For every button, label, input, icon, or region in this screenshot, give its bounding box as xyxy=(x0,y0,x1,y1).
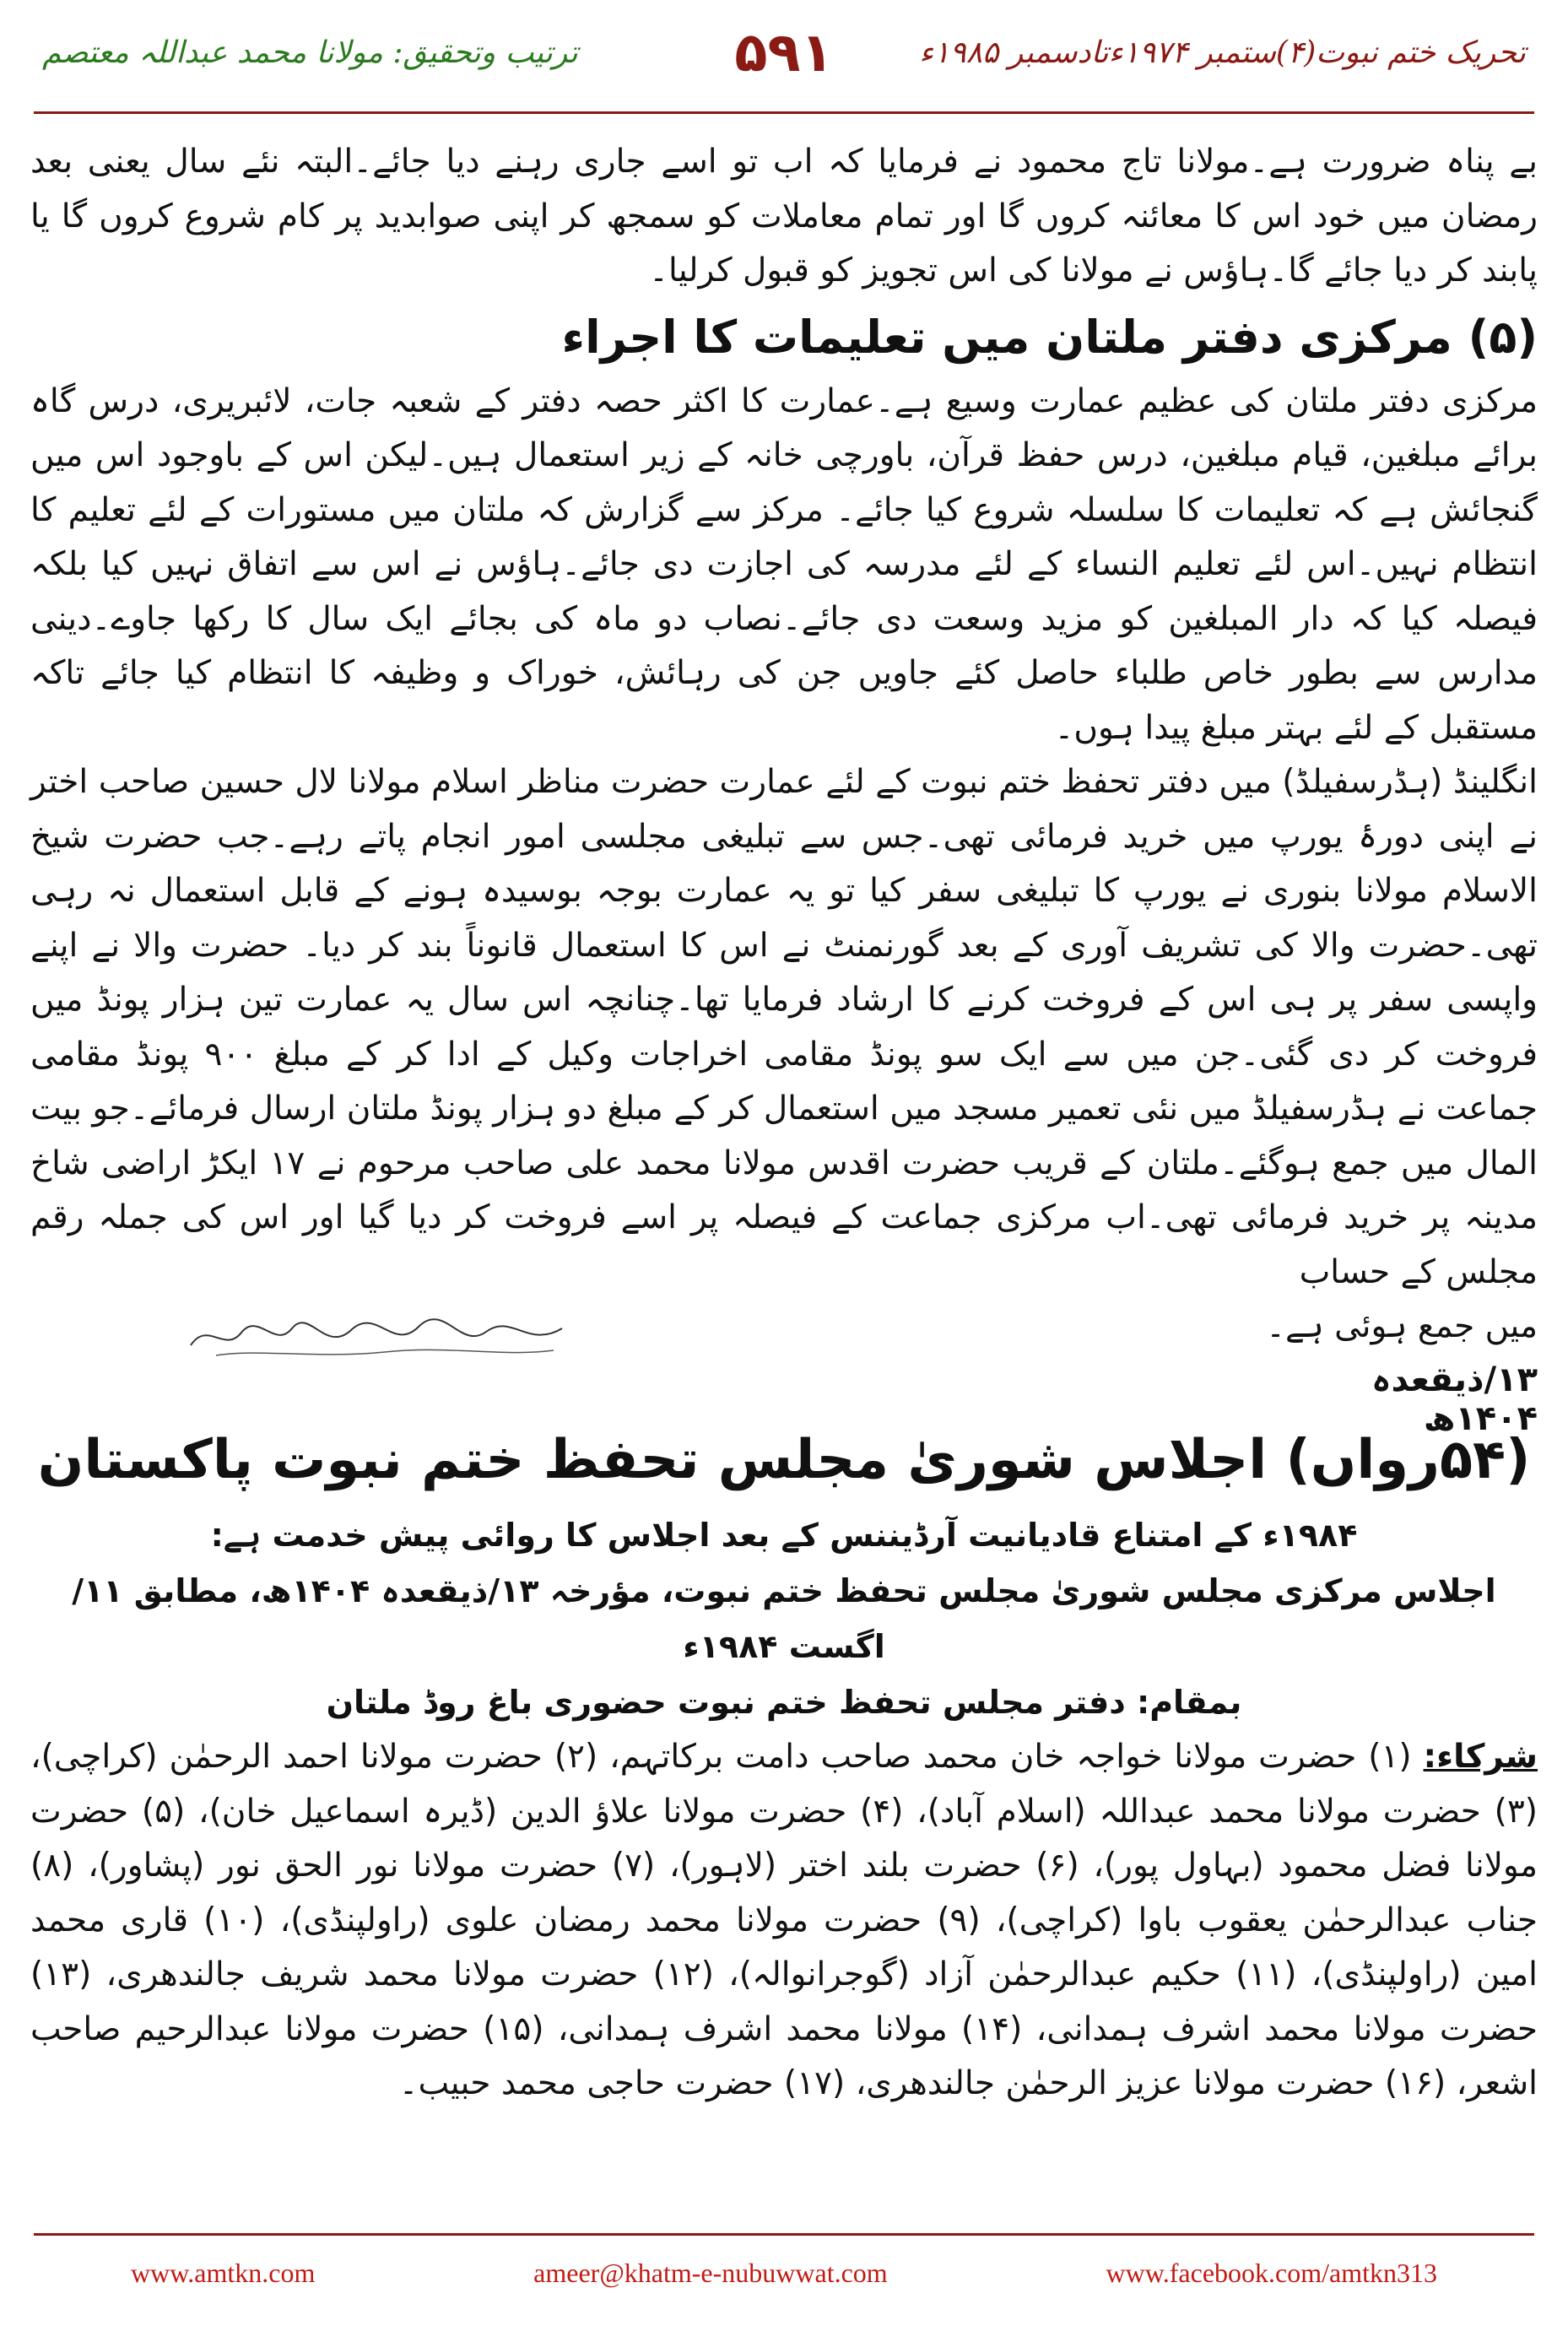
page-number: ۵۹۱ xyxy=(734,22,834,84)
email-link[interactable]: ameer@khatm-e-nubuwwat.com xyxy=(533,2258,888,2288)
header-book-title: تحریک ختم نبوت(۴)ستمبر ۱۹۷۴ءتادسمبر ۱۹۸۵ء xyxy=(919,35,1526,70)
page-footer xyxy=(34,2233,1534,2320)
header-compiler: ترتیب وتحقیق: مولانا محمد عبداللہ معتصم xyxy=(42,35,578,70)
paragraph-ending: میں جمع ہوئی ہے۔ xyxy=(1266,1307,1538,1345)
signature-image xyxy=(182,1312,570,1362)
section-paragraph-2: انگلینڈ (ہڈرسفیلڈ) میں دفتر تحفظ ختم نبوت کے لئے عمارت حضرت مناظر اسلام مولانا لال حسین صاحب اختر نے اپنی دورۂ یورپ میں خرید فرمائی تھی۔جس سے تبلیغی مجلسی امور انجام پاتے رہے۔جب حضرت شیخ الاسلام مولانا بنوری نے یورپ کا تبلیغی سفر کیا تو یہ عمارت بوجہ بوسیدہ ہونے کے قابل استعمال نہ رہی تھی۔حضرت والا کی تشریف آوری کے بعد گورنمنٹ نے اس کا استعمال قانوناً بند کر دیا۔ حضرت والا نے اپنے واپسی سفر پر ہی اس کے فروخت کرنے کا ارشاد فرمایا تھا۔چنانچہ اس سال یہ عمارت تین ہزار پونڈ میں فروخت کر دی گئی۔جن میں سے ایک سو پونڈ مقامی اخراجات وکیل کے ادا کر کے مبلغ ۹۰۰ پونڈ مقامی جماعت نے ہڈرسفیلڈ میں نئی تعمیر مسجد میں استعمال کر کے مبلغ دو ہزار پونڈ ملتان ارسال فرمائے۔جو بیت المال میں جمع ہوگئے۔ملتان کے قریب حضرت اقدس مولانا محمد علی صاحب مرحوم نے ۱۷ ایکڑ اراضی شاخ مدینہ پر خرید فرمائی تھی۔اب مرکزی جماعت کے فیصلہ پر اسے فروخت کر دیا گیا اور اس کی جملہ رقم مجلس کے حساب xyxy=(30,763,1538,1291)
section-paragraph-1: مرکزی دفتر ملتان کی عظیم عمارت وسیع ہے۔عمارت کا اکثر حصہ دفتر کے شعبہ جات، لائبریری، درس گاہ برائے مبلغین، قیام مبلغین، درس حفظ قرآن، باورچی خانہ کے زیر استعمال ہیں۔لیکن اس کے باوجود اس میں گنجائش ہے کہ تعلیمات کا سلسلہ شروع کیا جائے۔ مرکز سے گزارش کہ ملتان میں مستورات کے لئے تعلیم کا انتظام نہیں۔اس لئے تعلیم النساء کے لئے مدرسہ کی اجازت دی جائے۔ہاؤس نے اس سے اتفاق نہیں کیا بلکہ فیصلہ کیا کہ دار المبلغین کو مزید وسعت دی جائے۔نصاب دو ماہ کی بجائے ایک سال کا رکھا جاوے۔دینی مدارس سے بطور خاص طلباء حاصل کئے جاویں جن کی رہائش، خوراک و وظیفہ کا انتظام کیا جائے تاکہ مستقبل کے لئے بہتر مبلغ پیدا ہوں۔ xyxy=(30,381,1538,747)
page-header xyxy=(34,19,1534,114)
section-heading: (۵) مرکزی دفتر ملتان میں تعلیمات کا اجراء xyxy=(561,310,1538,364)
participants-label: شرکاء: xyxy=(1423,1738,1538,1776)
meeting-heading: (۵۴رواں) اجلاس شوریٰ مجلس تحفظ ختم نبوت پاکستان xyxy=(37,1429,1531,1491)
website-link[interactable]: www.amtkn.com xyxy=(131,2258,316,2288)
meeting-venue-line: بمقام: دفتر مجلس تحفظ ختم نبوت حضوری باغ روڈ ملتان xyxy=(326,1684,1242,1721)
participants-paragraph xyxy=(30,1730,1538,2112)
date-line xyxy=(1296,1360,1538,1438)
facebook-link[interactable]: www.facebook.com/amtkn313 xyxy=(1106,2258,1437,2288)
page-content xyxy=(30,135,1538,2199)
intro-paragraph: بے پناہ ضرورت ہے۔مولانا تاج محمود نے فرمایا کہ اب تو اسے جاری رہنے دیا جائے۔البتہ نئے سال یعنی بعد رمضان میں خود اس کا معائنہ کروں گا اور تمام معاملات کو سمجھ کر اپنی صوابدید پر کام شروع کروں گا یا پابند کر دیا جائے گا۔ہاؤس نے مولانا کی اس تجویز کو قبول کرلیا۔ xyxy=(30,143,1538,289)
signature-block xyxy=(30,1300,1538,1438)
meeting-intro-line: ۱۹۸۴ء کے امتناع قادیانیت آرڈیننس کے بعد اجلاس کا روائی پیش خدمت ہے: xyxy=(210,1517,1358,1554)
participants-list: (۱) حضرت مولانا خواجہ خان محمد صاحب دامت برکاتہم، (۲) حضرت مولانا احمد الرحمٰن (کراچی)، (۳) حضرت مولانا محمد عبداللہ (اسلام آباد)، (۴) حضرت مولانا علاؤ الدین (ڈیرہ اسماعیل خان)، (۵) حضرت مولانا فضل محمود (بہاول پور)، (۶) حضرت بلند اختر (لاہور)، (۷) حضرت مولانا نور الحق نور (پشاور)، (۸) جناب عبدالرحمٰن یعقوب باوا (کراچی)، (۹) حضرت مولانا محمد رمضان علوی (راولپنڈی)، (۱۰) قاری محمد امین (راولپنڈی)، (۱۱) حکیم عبدالرحمٰن آزاد (گوجرانوالہ)، (۱۲) حضرت مولانا محمد شریف جالندھری، (۱۳) حضرت مولانا محمد اشرف ہمدانی، (۱۴) مولانا محمد اشرف ہمدانی، (۱۵) حضرت مولانا عبدالرحیم صاحب اشعر، (۱۶) حضرت مولانا عزیز الرحمٰن جالندھری، (۱۷) حضرت حاجی محمد حبیب۔ xyxy=(30,1738,1538,2102)
meeting-date-line: اجلاس مرکزی مجلس شوریٰ مجلس تحفظ ختم نبوت، مؤرخہ ۱۳/ذیقعدہ ۱۴۰۴ھ، مطابق ۱۱/اگست ۱۹۸۴ء xyxy=(72,1572,1496,1665)
hijri-date: ۱۳/ذیقعدہ ۱۴۰۴ھ xyxy=(1371,1360,1538,1438)
